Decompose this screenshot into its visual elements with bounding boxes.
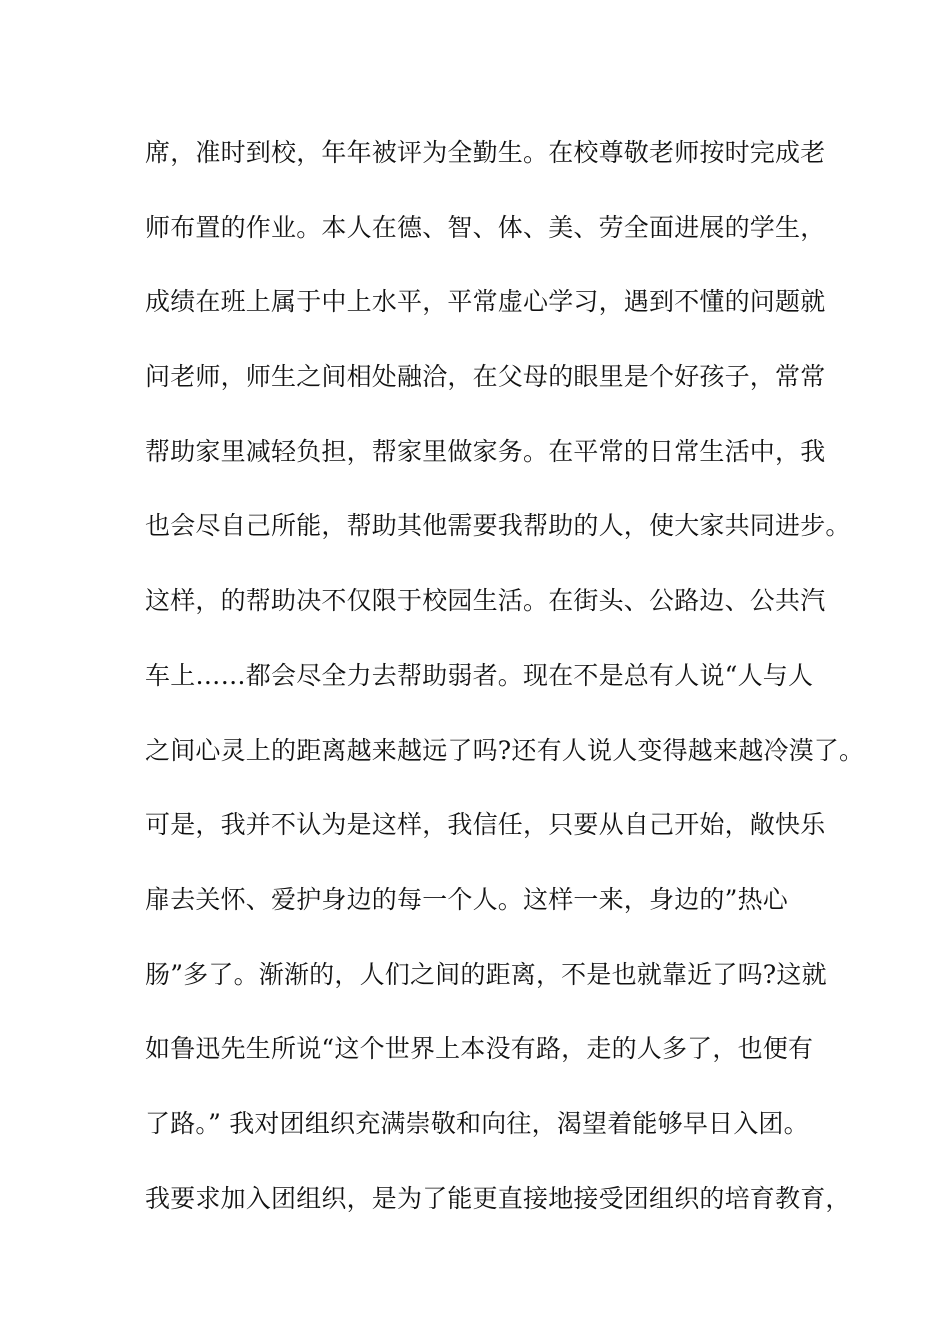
text-line: 我要求加入团组织，是为了能更直接地接受团组织的培育教育， [145,1183,851,1213]
text-line: 成绩在班上属于中上水平，平常虚心学习，遇到不懂的问题就 [145,287,826,317]
text-line: 扉去关怀、爱护身边的每一个人。这样一来，身边的”热心 [145,884,788,914]
text-line: 肠”多了。渐渐的，人们之间的距离，不是也就靠近了吗?这就 [145,959,827,989]
text-line: 师布置的作业。本人在德、智、体、美、劳全面进展的学生， [145,212,826,242]
text-line: 可是，我并不认为是这样，我信任，只要从自己开始，敞快乐 [145,810,826,840]
text-line: 车上……都会尽全力去帮助弱者。现在不是总有人说“人与人 [145,660,814,690]
text-line: 席，准时到校，年年被评为全勤生。在校尊敬老师按时完成老 [145,138,826,167]
text-line: 也会尽自己所能，帮助其他需要我帮助的人，使大家共同进步。 [145,511,851,541]
text-line: 之间心灵上的距离越来越远了吗?还有人说人变得越来越冷漠了。 [145,735,865,765]
text-line: 帮助家里减轻负担，帮家里做家务。在平常的日常生活中，我 [145,436,826,466]
text-line: 如鲁迅先生所说“这个世界上本没有路，走的人多了，也便有 [145,1034,814,1064]
body-text [145,131,865,1251]
text-line: 问老师，师生之间相处融洽，在父母的眼里是个好孩子，常常 [145,362,826,392]
text-line: 了路。” 我对团组织充满崇敬和向往，渴望着能够早日入团。 [145,1108,809,1138]
text-line: 这样，的帮助决不仅限于校园生活。在街头、公路边、公共汽 [145,586,826,616]
